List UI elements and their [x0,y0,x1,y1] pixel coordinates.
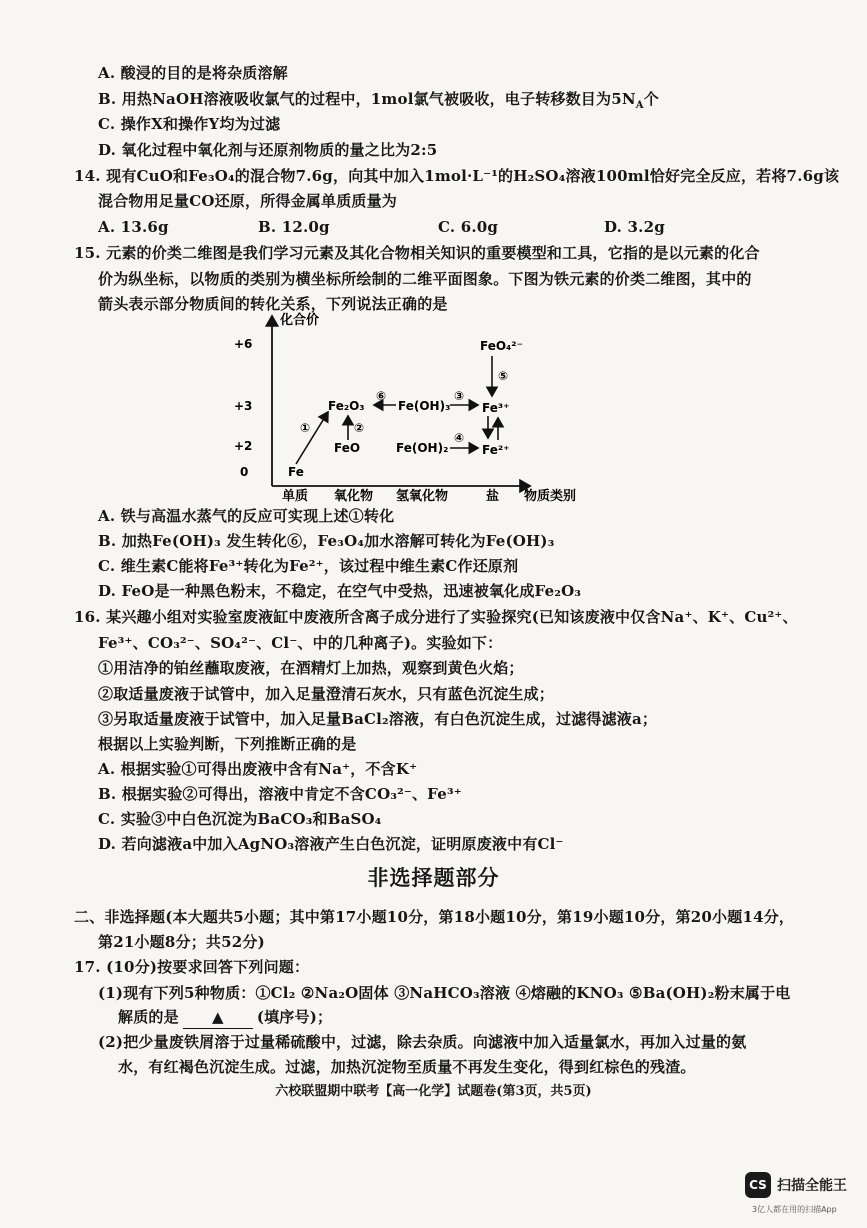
q16-step-2: ②取适量废液于试管中，加入足量澄清石灰水，只有蓝色沉淀生成； [98,685,555,703]
node-fe2o3: Fe₂O₃ [328,399,365,413]
iron-valence-class-diagram [230,308,610,508]
y-tick-plus2: +2 [234,439,253,453]
x-cat-elemental: 单质 [282,489,309,504]
arrow-1 [296,412,328,464]
y-tick-plus6: +6 [234,337,253,351]
q14-option-a: A. 13.6g [98,218,169,236]
node-feo: FeO [334,441,361,455]
section-title: 非选择题部分 [367,865,500,890]
q16-ask: 根据以上实验判断，下列推断正确的是 [98,735,357,753]
q13-option-a: A. 酸浸的目的是将杂质溶解 [98,64,288,82]
q14-stem-line2: 混合物用足量CO还原，所得金属单质质量为 [98,192,398,210]
q15-option-b: B. 加热Fe(OH)₃ 发生转化⑥，Fe₃O₄加水溶解可转化为Fe(OH)₃ [98,532,555,550]
q17-part1-line1: (1)现有下列5种物质：①Cl₂ ②Na₂O固体 ③NaHCO₃溶液 ④熔融的KNO₃ ⑤Ba(OH)₂粉末属于电 [98,984,791,1002]
q13-option-b: B. 用热NaOH溶液吸收氯气的过程中，1mol氯气被吸收，电子转移数目为$5N_A$个 [98,90,659,111]
node-feoh3: Fe(OH)₃ [398,399,451,413]
q17-head: 17. (10分)按要求回答下列问题： [74,958,310,976]
q16-option-a: A. 根据实验①可得出废液中含有Na⁺，不含K⁺ [98,760,418,778]
scanner-watermark [745,1172,847,1198]
q17-part2-line2: 水，有红褐色沉淀生成。过滤，加热沉淀物至质量不再发生变化，得到红棕色的残渣。 [118,1058,696,1076]
arrow-3-label: ③ [454,389,465,403]
arrow-4-label: ④ [454,431,465,445]
q15-stem-line3: 箭头表示部分物质间的转化关系，下列说法正确的是 [98,295,448,313]
q13-option-c: C. 操作X和操作Y均为过滤 [98,115,281,133]
y-axis-label: 化合价 [280,313,320,328]
x-axis-label: 物质类别 [524,489,577,504]
answer-blank[interactable]: ▲ [183,1006,253,1029]
arrow-6-label: ⑥ [376,389,387,403]
watermark-tagline: 3亿人都在用的扫描App [752,1205,837,1214]
arrow-2-label: ② [354,421,365,435]
q16-step-1: ①用洁净的铂丝蘸取废液，在酒精灯上加热，观察到黄色火焰； [98,659,524,677]
arrow-1-label: ① [300,421,311,435]
q16-option-d: D. 若向滤液a中加入AgNO₃溶液产生白色沉淀，证明原废液中有Cl⁻ [98,835,564,853]
q15-option-c: C. 维生素C能将Fe³⁺转化为Fe²⁺，该过程中维生素C作还原剂 [98,557,519,575]
node-feoh2: Fe(OH)₂ [396,441,449,455]
y-tick-plus3: +3 [234,399,253,413]
node-fe: Fe [288,465,304,479]
q15-stem-line2: 价为纵坐标，以物质的类别为横坐标所绘制的二维平面图象。下图为铁元素的价类二维图，其中的 [98,270,752,288]
q16-stem-line2: Fe³⁺、CO₃²⁻、SO₄²⁻、Cl⁻、中的几种离子)。实验如下： [98,634,503,652]
q15-stem-line1: 15. 元素的价类二维图是我们学习元素及其化合物相关知识的重要模型和工具，它指的是以元素的化合 [74,244,760,262]
camscanner-logo-icon: CS [745,1172,771,1198]
arrow-5-label: ⑤ [498,369,509,383]
part2-header-line2: 第21小题8分；共52分) [98,933,265,951]
watermark-name: 扫描全能王 [777,1178,847,1194]
q14-option-c: C. 6.0g [438,218,499,236]
q14-option-b: B. 12.0g [258,218,330,236]
page-footer: 六校联盟期中联考【高一化学】试题卷(第3页，共5页) [275,1084,592,1099]
q16-option-b: B. 根据实验②可得出，溶液中肯定不含CO₃²⁻、Fe³⁺ [98,785,462,803]
q14-stem-line1: 14. 现有CuO和Fe₃O₄的混合物7.6g，向其中加入1mol·L⁻¹的H₂SO₄溶液100ml恰好完全反应，若将7.6g该 [74,167,840,185]
node-fe2-ion: Fe²⁺ [482,443,510,457]
q15-option-a: A. 铁与高温水蒸气的反应可实现上述①转化 [98,507,395,525]
q17-part1-line2: 解质的是 ▲ (填序号)； [118,1006,332,1029]
q16-step-3: ③另取适量废液于试管中，加入足量BaCl₂溶液，有白色沉淀生成，过滤得滤液a； [98,710,658,728]
node-fe3-ion: Fe³⁺ [482,401,510,415]
node-ferrate: FeO₄²⁻ [480,339,523,353]
x-cat-hydroxide: 氢氧化物 [396,489,449,504]
q17-part2-line1: (2)把少量废铁屑溶于过量稀硫酸中，过滤，除去杂质。向滤液中加入适量氯水，再加入过量的氨 [98,1033,747,1051]
q16-stem-line1: 16. 某兴趣小组对实验室废液缸中废液所含离子成分进行了实验探究(已知该废液中仅含Na⁺、K⁺、Cu²⁺、 [74,608,798,626]
q15-option-d: D. FeO是一种黑色粉末，不稳定，在空气中受热，迅速被氧化成Fe₂O₃ [98,582,582,600]
y-tick-zero: 0 [240,465,249,479]
q16-option-c: C. 实验③中白色沉淀为BaCO₃和BaSO₄ [98,810,382,828]
part2-header-line1: 二、非选择题(本大题共5小题；其中第17小题10分，第18小题10分，第19小题10分，第20小题14分， [74,908,795,926]
q13-option-d: D. 氧化过程中氧化剂与还原剂物质的量之比为2:5 [98,141,438,159]
q14-option-d: D. 3.2g [604,218,665,236]
x-cat-salt: 盐 [486,489,500,504]
x-cat-oxide: 氧化物 [334,489,374,504]
